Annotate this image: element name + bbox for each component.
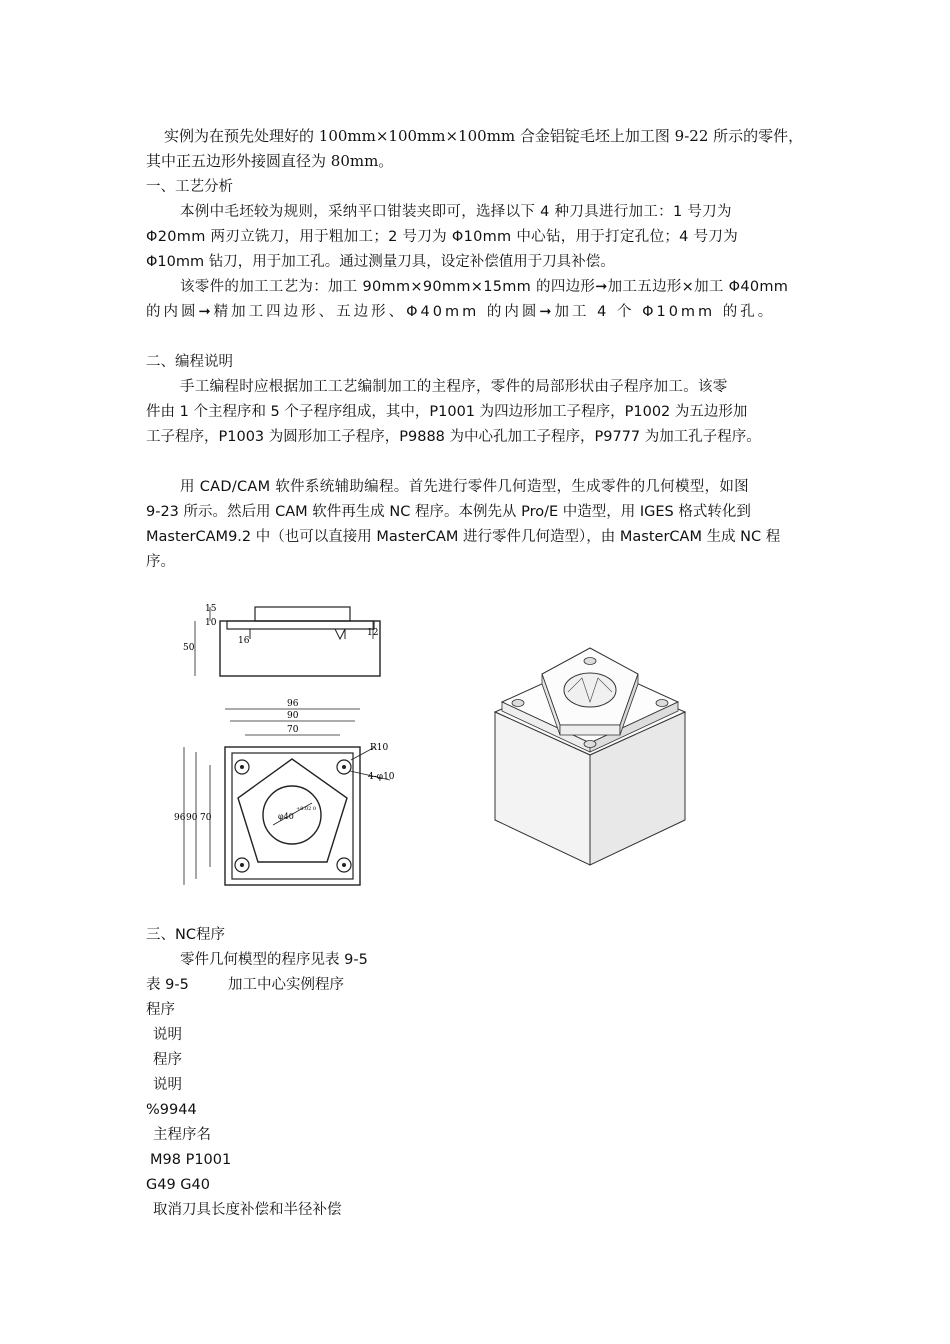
isometric-model: [490, 640, 690, 890]
top-view-drawing: [170, 695, 410, 895]
paragraph-line: 9-23 所示。然后用 CAM 软件再生成 NC 程序。本例先从 Pro/E 中造型，用 IGES 格式转化到: [146, 504, 751, 520]
front-view-drawing: [175, 595, 395, 685]
paragraph-line: 该零件的加工工艺为：加工 90mm×90mm×15mm 的四边形➞加工五边形×加工 Φ40mm: [180, 279, 789, 295]
dim-12: 12: [367, 628, 379, 638]
table-cell: M98 P1001: [150, 1152, 232, 1168]
table-cell: 取消刀具长度补偿和半径补偿: [153, 1202, 342, 1218]
dim-10: 10: [205, 618, 217, 628]
paragraph-line: 件由 1 个主程序和 5 个子程序组成，其中，P1001 为四边形加工子程序，P1002 为五边形加: [146, 404, 748, 420]
paragraph-line: 的内圆➞精加工四边形、五边形、Φ40mm 的内圆➞加工 4 个 Φ10mm 的孔。: [146, 304, 776, 320]
section3-intro: 零件几何模型的程序见表 9-5: [180, 952, 368, 968]
dim-70-v: 70: [200, 813, 212, 823]
table-caption: [146, 975, 344, 995]
dim-bore: φ40: [278, 812, 294, 821]
dim-50: 50: [183, 643, 195, 653]
intro-line-1: 实例为在预先处理好的 100mm×100mm×100mm 合金铝锭毛坯上加工图 9-22 所示的零件，: [164, 127, 804, 145]
table-number: 表 9-5: [146, 977, 189, 993]
paragraph-line: MasterCAM9.2 中（也可以直接用 MasterCAM 进行零件几何造型），由 MasterCAM 生成 NC 程: [146, 529, 781, 545]
dim-15: 15: [205, 604, 217, 614]
table-cell: G49 G40: [146, 1177, 210, 1193]
paragraph-line: Φ10mm 钻刀，用于加工孔。通过测量刀具，设定补偿值用于刀具补偿。: [146, 254, 615, 270]
dim-90-v: 90: [186, 813, 198, 823]
table-cell: 主程序名: [153, 1127, 211, 1143]
intro-line-2: 其中正五边形外接圆直径为 80mm。: [146, 152, 394, 170]
section-heading-process-analysis: 一、工艺分析: [146, 179, 233, 195]
paragraph-line: 手工编程时应根据加工工艺编制加工的主程序，零件的局部形状由子程序加工。该零: [180, 379, 728, 395]
dim-70: 70: [287, 725, 299, 735]
table-cell: 说明: [153, 1077, 182, 1093]
section-heading-programming: 二、编程说明: [146, 354, 233, 370]
section-heading-nc-program: 三、NC程序: [146, 927, 225, 943]
dim-bore-tol: +0.02 0: [296, 806, 317, 812]
dim-holes: 4-φ10: [368, 772, 395, 782]
dim-16: 16: [238, 636, 250, 646]
dim-96-v: 96: [174, 813, 186, 823]
table-cell: 程序: [153, 1052, 182, 1068]
dim-r10: R10: [370, 743, 389, 753]
table-cell: %9944: [146, 1102, 197, 1118]
paragraph-line: 工子程序，P1003 为圆形加工子程序，P9888 为中心孔加工子程序，P9777 为加工孔子程序。: [146, 429, 761, 445]
paragraph-line: Φ20mm 两刃立铣刀，用于粗加工；2 号刀为 Φ10mm 中心钻，用于打定孔位；4 号刀为: [146, 229, 739, 245]
paragraph-line: 用 CAD/CAM 软件系统辅助编程。首先进行零件几何造型，生成零件的几何模型，如图: [180, 479, 749, 495]
table-title: 加工中心实例程序: [228, 977, 345, 993]
table-cell: 程序: [146, 1002, 175, 1018]
dim-90: 90: [287, 711, 299, 721]
paragraph-line: 本例中毛坯较为规则，采纳平口钳装夹即可，选择以下 4 种刀具进行加工：1 号刀为: [180, 204, 732, 220]
dim-96: 96: [287, 699, 299, 709]
table-cell: 说明: [153, 1027, 182, 1043]
paragraph-line: 序。: [146, 554, 175, 570]
